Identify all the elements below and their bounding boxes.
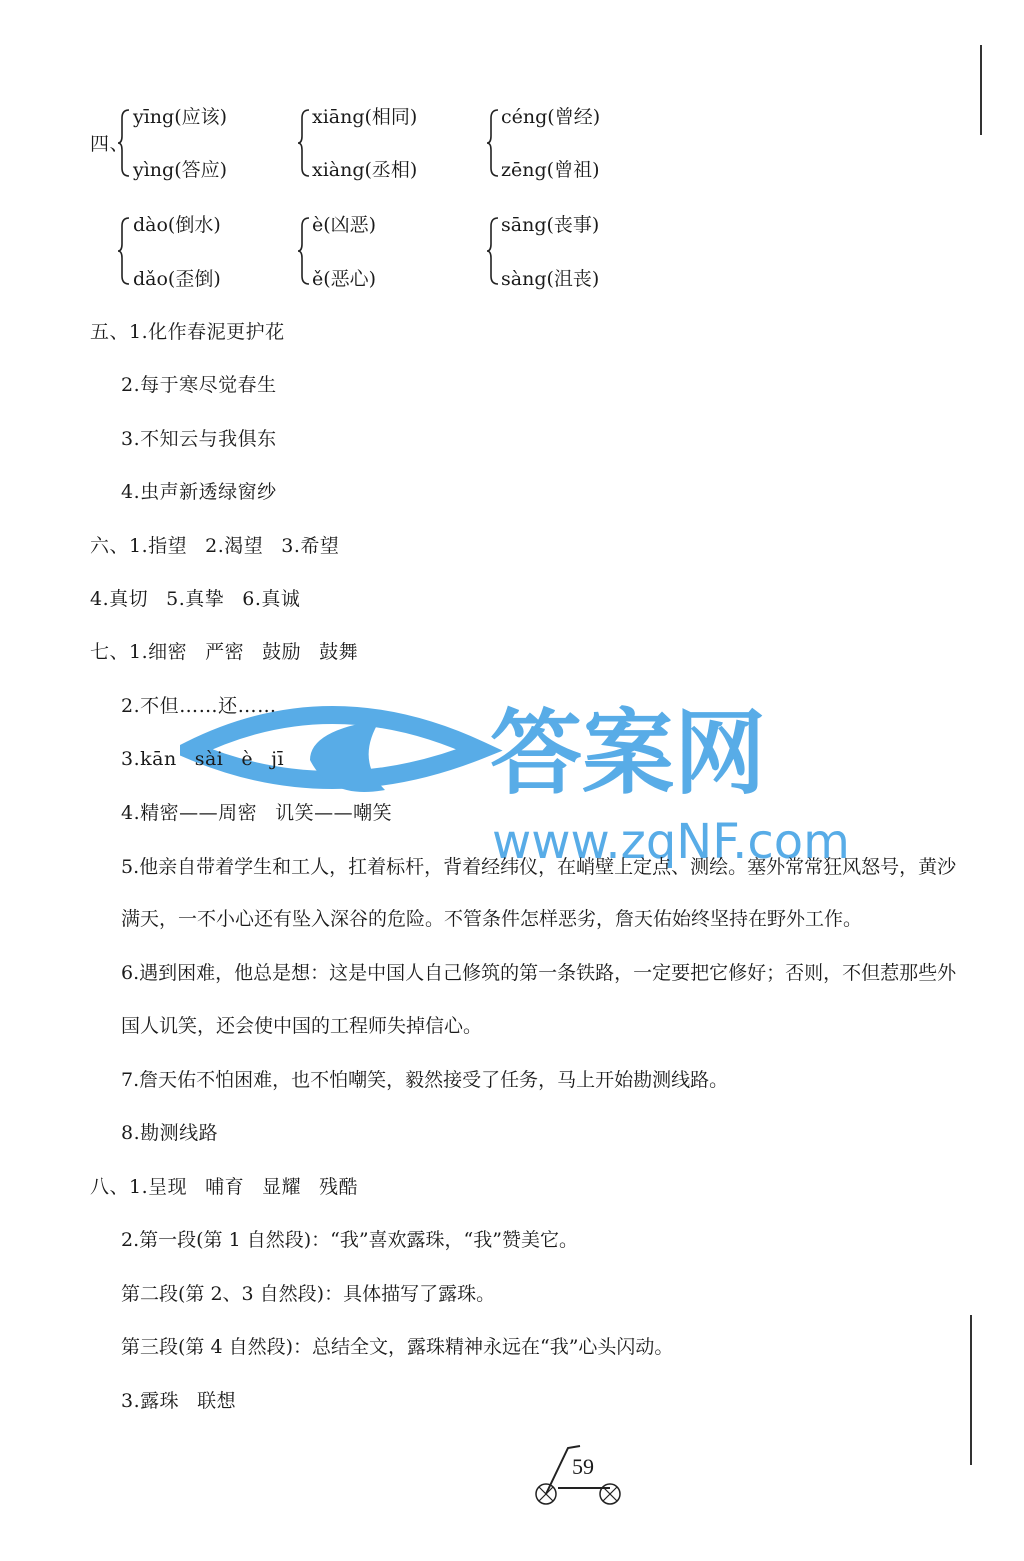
answer-word: 4.真切	[90, 588, 149, 610]
answer-word: 2.渴望	[205, 535, 264, 557]
pinyin-item: céng(曾经)	[501, 106, 601, 128]
page-number-ornament	[528, 1440, 628, 1510]
watermark-title: 答案网	[490, 700, 767, 807]
brace-icon	[297, 216, 311, 286]
answer-line: 3.不知云与我俱东	[121, 428, 277, 450]
brace-icon	[486, 216, 500, 286]
answer-word: 严密	[205, 641, 245, 663]
pinyin-item: è(凶恶)	[312, 214, 377, 236]
brace-icon	[117, 216, 131, 286]
paragraph-line: 满天，一不小心还有坠入深谷的危险。不管条件怎样恶劣，詹天佑始终坚持在野外工作。	[121, 908, 863, 930]
answer-word: 鼓励	[262, 641, 302, 663]
pinyin-item: yìng(答应)	[133, 159, 228, 181]
answer-line: 五、1.化作春泥更护花	[90, 321, 285, 343]
answer-line: 2.每于寒尽觉春生	[121, 374, 277, 396]
answer-word: jī	[271, 748, 285, 770]
answer-word: 3.露珠	[121, 1390, 180, 1412]
answer-line	[121, 1390, 236, 1412]
watermark-logo	[180, 690, 880, 870]
answer-word: sài	[194, 748, 224, 770]
answer-line: 2.第一段(第 1 自然段)：“我”喜欢露珠，“我”赞美它。	[121, 1229, 578, 1251]
answer-line: 2.不但……还……	[121, 695, 277, 717]
answer-word: 讥笑——嘲笑	[275, 802, 393, 824]
answer-line	[90, 641, 358, 663]
answer-word: 六、1.指望	[90, 535, 188, 557]
answer-word: 八、1.呈现	[90, 1176, 188, 1198]
pinyin-item: zēng(曾祖)	[501, 159, 600, 181]
answer-line	[121, 802, 392, 824]
answer-line: 第三段(第 4 自然段)：总结全文，露珠精神永远在“我”心头闪动。	[121, 1336, 674, 1358]
scan-edge-mark	[980, 45, 982, 135]
brace-icon	[117, 108, 131, 178]
answer-line	[90, 535, 339, 557]
paragraph-line: 国人讥笑，还会使中国的工程师失掉信心。	[121, 1015, 483, 1037]
pinyin-item: yīng(应该)	[133, 106, 228, 128]
brace-icon	[297, 108, 311, 178]
answer-word: 5.真挚	[166, 588, 225, 610]
answer-line: 8.勘测线路	[121, 1122, 219, 1144]
brace-icon	[486, 108, 500, 178]
answer-line: 第二段(第 2、3 自然段)：具体描写了露珠。	[121, 1283, 496, 1305]
paragraph-line: 7.詹天佑不怕困难，也不怕嘲笑，毅然接受了任务，马上开始勘测线路。	[121, 1069, 729, 1091]
pinyin-item: dào(倒水)	[133, 214, 221, 236]
answer-word: 联想	[197, 1390, 237, 1412]
answer-word: 哺育	[205, 1176, 245, 1198]
pinyin-item: ě(恶心)	[312, 268, 377, 290]
answer-line	[121, 748, 284, 770]
answer-word: è	[241, 748, 254, 770]
watermark-url: www.zqNF.com	[492, 814, 850, 870]
pinyin-item: sàng(沮丧)	[501, 268, 600, 290]
pinyin-item: xiāng(相同)	[312, 106, 418, 128]
page-number: 59	[572, 1454, 594, 1479]
answer-word: 残酷	[319, 1176, 359, 1198]
answer-word: 4.精密——周密	[121, 802, 258, 824]
scan-edge-mark	[970, 1315, 972, 1465]
pinyin-item: dǎo(歪倒)	[133, 268, 221, 290]
answer-word: 鼓舞	[319, 641, 359, 663]
answer-word: 七、1.细密	[90, 641, 188, 663]
answer-word: 3.希望	[281, 535, 340, 557]
pinyin-item: xiàng(丞相)	[312, 159, 418, 181]
answer-word: 6.真诚	[242, 588, 301, 610]
answer-word: 显耀	[262, 1176, 302, 1198]
pinyin-item: sāng(丧事)	[501, 214, 600, 236]
answer-line: 4.虫声新透绿窗纱	[121, 481, 277, 503]
section-4-label: 四、	[90, 133, 130, 155]
answer-line	[90, 1176, 358, 1198]
paragraph-line: 5.他亲自带着学生和工人，扛着标杆，背着经纬仪，在峭壁上定点、测绘。塞外常常狂风怒号，黄沙	[121, 856, 957, 878]
answer-line	[90, 588, 300, 610]
paragraph-line: 6.遇到困难，他总是想：这是中国人自己修筑的第一条铁路，一定要把它修好；否则，不但惹那些外	[121, 962, 957, 984]
answer-word: 3.kān	[121, 748, 177, 770]
